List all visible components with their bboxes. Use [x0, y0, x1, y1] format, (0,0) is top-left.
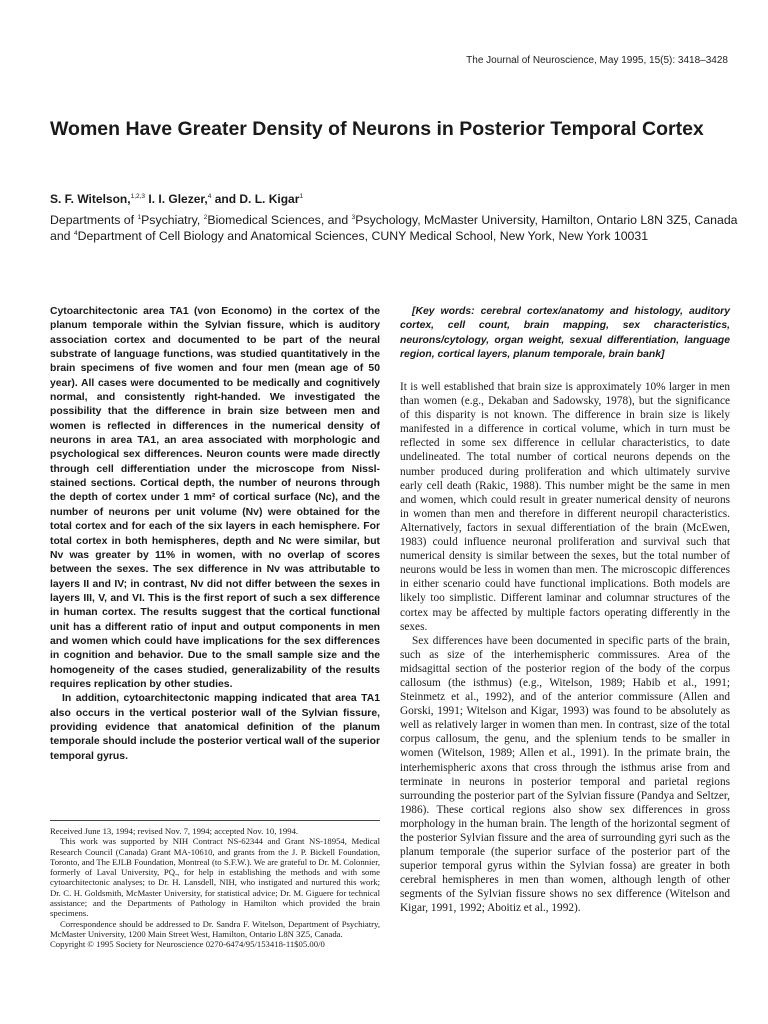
affiliation-text: Psychology, McMaster University, Hamilton, Ontario L8N 3Z5, Canada and: [50, 213, 738, 243]
author-affiliation-mark: 4: [207, 193, 212, 200]
copyright-line: Copyright © 1995 Society for Neuroscience 0270-6474/95/153418-11$05.00/0: [50, 939, 325, 950]
body-paragraph: Sex differences have been documented in specific parts of the brain, such as size of the interhemispheric commissures. Area of the midsagittal section of the posterior region of the body of the corpus callosum (the isthmus) (e.g., Witelson, 1989; Habib et al., 1991; Steinmetz et al., 1992), and of the anterior commissure (Allen and Gorski, 1991; Witelson and Kigar, 1993) was found to be absolutely as well as relatively larger in women than men. In contrast, size of the total corpus callosum, the genu, and the splenium tends to be smaller in women (Witelson, 1989; Allen et al., 1991). In the primate brain, the interhemispheric axons that cross through the isthmus arise from and terminate in neurons in posterior temporal and parietal regions surrounding the posterior part of the Sylvian fissure (Pandya and Seltzer, 1986). These cortical regions also show sex differences in gross morphology in the human brain. The length of the horizontal segment of the posterior Sylvian fissure and the area of surrounding gyri such as the planum temporale (the superior surface of the posterior part of the superior temporal gyrus within the Sylvian fossa) are greater in both cerebral hemispheres in men than women, although length of other segments of the Sylvian fissure shows no sex difference (Witelson and Kigar, 1991, 1992; Aboitiz et al., 1992).: [400, 634, 730, 915]
affiliation-mark: 4: [73, 229, 78, 237]
author-name: I. I. Glezer,: [145, 192, 208, 206]
affiliation-lead: Departments of: [50, 213, 138, 227]
affiliation-mark: 2: [203, 213, 208, 221]
abstract-paragraph: In addition, cytoarchitectonic mapping indicated that area TA1 also occurs in the vertical posterior wall of the Sylvian fissure, providing evidence that anatomical definition of the planum temporale should include the posterior vertical wall of the superior temporal gyrus.: [50, 693, 380, 762]
funding-acknowledgment: This work was supported by NIH Contract NS-62344 and Grant NS-18954, Medical Research Council (Canada) Grant MA-10610, and grants from the J. P. Bickell Foundation, Toronto, and The EJLB Foundation, Montreal (to S.F.W.). We are grateful to Dr. M. Colonnier, formerly of Laval University, PQ., for help in establishing the methods and with some cytoarchitectonic analyses; to Dr. H. Lansdell, NIH, who instigated and nurtured this work; Dr. C. H. Goldsmith, McMaster University, for statistical advice; Dr. M. Giguere for technical assistance; and the Departments of Pathology in Hamilton which provided the brain specimens.: [50, 836, 380, 919]
affiliation-text: Department of Cell Biology and Anatomical Sciences, CUNY Medical School, New York, New York 10031: [77, 229, 649, 243]
abstract: [50, 305, 380, 764]
author-name: S. F. Witelson,: [50, 192, 131, 206]
author-name: and D. L. Kigar: [211, 192, 300, 206]
body-paragraph: It is well established that brain size is approximately 10% larger in men than women (e.g., Dekaban and Sadowsky, 1978), but the significance of this disparity is not known. The difference in brain size is likely manifested in a difference in cortical volume, which in turn must be reflected in some sex difference in cellular characteristics, to date undelineated. The total number of cortical neurons depends on the number produced during proliferation and which ultimately survive early cell death (Rakic, 1988). This number might be the same in men and women, which could result in greater numerical density of neurons in women than men and therefore in different neuropil characteristics. Alternatively, factors in sexual differentiation of the brain (McEwen, 1983) could influence neuronal proliferation and survival such that numerical density is similar between the sexes, but the total number of neurons would be less in women than men. The microscopic differences in either scenario could have functional implications. Both models are likely too simplistic. Different laminar and columnar structures of the cortex may be affected by multiple factors operating differently in the sexes.: [400, 381, 730, 633]
introduction-text: [400, 380, 730, 916]
received-dates: Received June 13, 1994; revised Nov. 7, 1994; accepted Nov. 10, 1994.: [50, 826, 299, 836]
author-affiliation-mark: 1: [299, 193, 304, 200]
affiliation-mark: 1: [137, 213, 142, 221]
affiliation-text: Psychiatry,: [141, 213, 204, 227]
article-title: Women Have Greater Density of Neurons in Posterior Temporal Cortex: [50, 118, 704, 140]
footnotes: [50, 820, 380, 950]
author-affiliation-mark: 1,2,3: [130, 193, 146, 200]
abstract-paragraph: Cytoarchitectonic area TA1 (von Economo) in the cortex of the planum temporale within the Sylvian fissure, which is auditory association cortex and documented to be part of the neural substrate of language functions, was studied quantitatively in the brain specimens of five women and four men (mean age of 50 year). All cases were documented to be medically and cognitively normal, and consistently right-handed. We investigated the possibility that the difference in brain size between men and women is reflected in differences in the numerical density of neurons in area TA1, an area associated with morphologic and psychological sex differences. Neuron counts were made directly through cell differentiation under the microscope from Nissl-stained sections. Cortical depth, the number of neurons through the depth of cortex under 1 mm² of cortical surface (Nc), and the number of neurons per unit volume (Nv) were obtained for the total cortex and for each of the six layers in each hemisphere. For total cortex in both hemispheres, depth and Nc were similar, but Nv was greater by 11% in women, with no overlap of scores between the sexes. The sex difference in Nv was attributable to layers II and IV; in contrast, Nv did not differ between the sexes in layers III, V, and VI. This is the first report of such a sex difference in human cortex. The results suggest that the cortical functional unit has a different ratio of input and output components in men and women which could have implications for the sex differences in cognition and behavior. Due to the small sample size and the homogeneity of the cases studied, generalizability of the results requires replication by other studies.: [50, 306, 380, 690]
affiliation-text: Biomedical Sciences, and: [207, 213, 352, 227]
correspondence-note: Correspondence should be addressed to Dr. Sandra F. Witelson, Department of Psychiatry, McMaster University, 1200 Main Street West, Hamilton, Ontario L8N 3Z5, Canada.: [50, 918, 380, 939]
affiliation: [50, 212, 740, 244]
affiliation-mark: 3: [351, 213, 356, 221]
author-list: [50, 192, 740, 206]
running-head: The Journal of Neuroscience, May 1995, 15(5): 3418–3428: [466, 55, 728, 66]
keywords: [Key words: cerebral cortex/anatomy and histology, auditory cortex, cell count, brain mapping, sex characteristics, neurons/cytology, organ weight, sexual differentiation, language region, cortical layers, planum temporale, brain bank]: [400, 306, 730, 361]
